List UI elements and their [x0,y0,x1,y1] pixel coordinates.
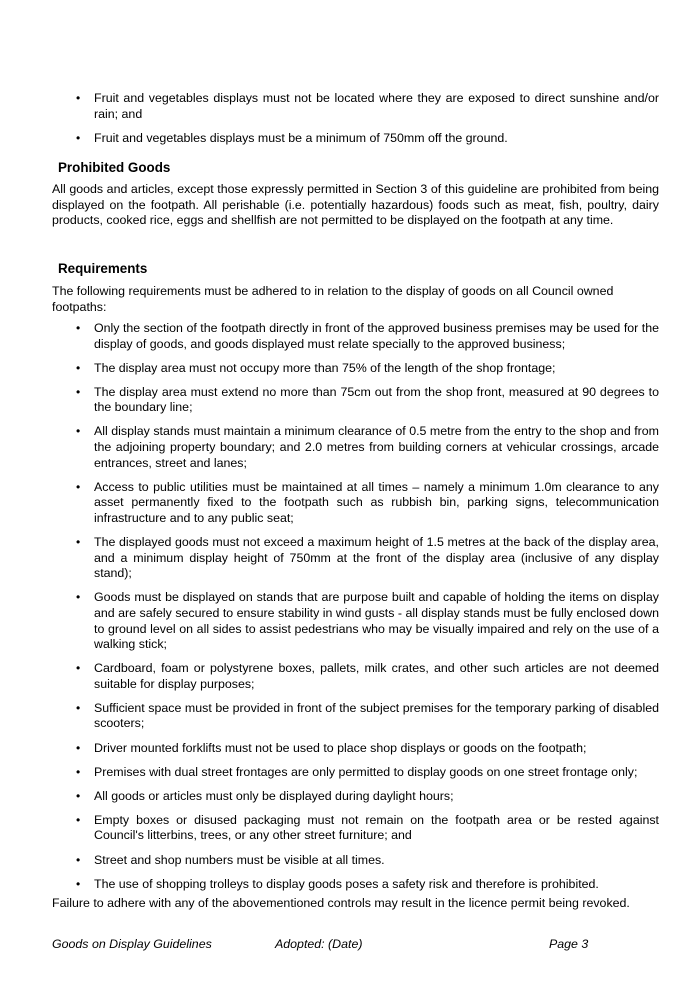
list-item: • Goods must be displayed on stands that are purpose built and capable of holding the items on display and are safely secured to ensure stability in wind gusts - all display stands must be fully enclosed down to ground level on all sides to assist pedestrians who may be visually impaired and rely on the use of a walking stick; [52,590,659,652]
list-item: • Empty boxes or disused packaging must not remain on the footpath area or be rested against Council's litterbins, trees, or any other street furniture; and [52,813,659,844]
prohibited-goods-heading: Prohibited Goods [58,160,171,175]
footer-adopted: Adopted: (Date) [275,937,363,951]
list-item: • All goods or articles must only be displayed during daylight hours; [52,789,659,805]
prohibited-goods-paragraph: All goods and articles, except those expressly permitted in Section 3 of this guideline are prohibited from being displayed on the footpath. All perishable (i.e. potentially hazardous) foods such as meat, fish, poultry, dairy products, cooked rice, eggs and shellfish are not permitted to be displayed on the footpath at any time. [52,182,659,228]
list-item: • The display area must not occupy more than 75% of the length of the shop frontage; [52,361,659,377]
list-item: • The use of shopping trolleys to display goods poses a safety risk and therefore is prohibited. [52,877,659,893]
list-item: • Driver mounted forklifts must not be used to place shop displays or goods on the footpath; [52,741,659,757]
list-item: • The displayed goods must not exceed a maximum height of 1.5 metres at the back of the display area, and a minimum display height of 750mm at the front of the display area (inclusive of any display stand); [52,535,659,582]
footer-page-number: Page 3 [549,937,589,951]
list-item: • All display stands must maintain a minimum clearance of 0.5 metre from the entry to the shop and from the adjoining property boundary; and 2.0 metres from building corners at vehicular crossings, arcade entrances, street and lanes; [52,424,659,471]
list-item: • Premises with dual street frontages are only permitted to display goods on one street frontage only; [52,765,659,781]
list-item: • Access to public utilities must be maintained at all times – namely a minimum 1.0m clearance to any asset permanently fixed to the footpath such as rubbish bin, parking signs, telecommunication infrastructure and to any public seat; [52,480,659,527]
requirements-intro: The following requirements must be adhered to in relation to the display of goods on all Council owned footpaths: [52,284,614,314]
list-item: • Fruit and vegetables displays must not be located where they are exposed to direct sunshine and/or rain; and [52,91,659,122]
list-item: • The display area must extend no more than 75cm out from the shop front, measured at 90 degrees to the boundary line; [52,385,659,416]
fruit-veg-list [52,91,659,155]
list-item: • Street and shop numbers must be visible at all times. [52,853,659,869]
footer-title: Goods on Display Guidelines [52,937,212,951]
requirements-heading: Requirements [58,261,148,276]
list-item: • Sufficient space must be provided in front of the subject premises for the temporary parking of disabled scooters; [52,701,659,732]
list-item: • Fruit and vegetables displays must be a minimum of 750mm off the ground. [52,131,659,147]
list-item: • Only the section of the footpath directly in front of the approved business premises may be used for the display of goods, and goods displayed must relate specially to the approved business; [52,321,659,352]
list-item: • Cardboard, foam or polystyrene boxes, pallets, milk crates, and other such articles are not deemed suitable for display purposes; [52,661,659,692]
closing-paragraph: Failure to adhere with any of the abovementioned controls may result in the licence permit being revoked. [52,896,630,910]
requirements-list [52,321,659,901]
